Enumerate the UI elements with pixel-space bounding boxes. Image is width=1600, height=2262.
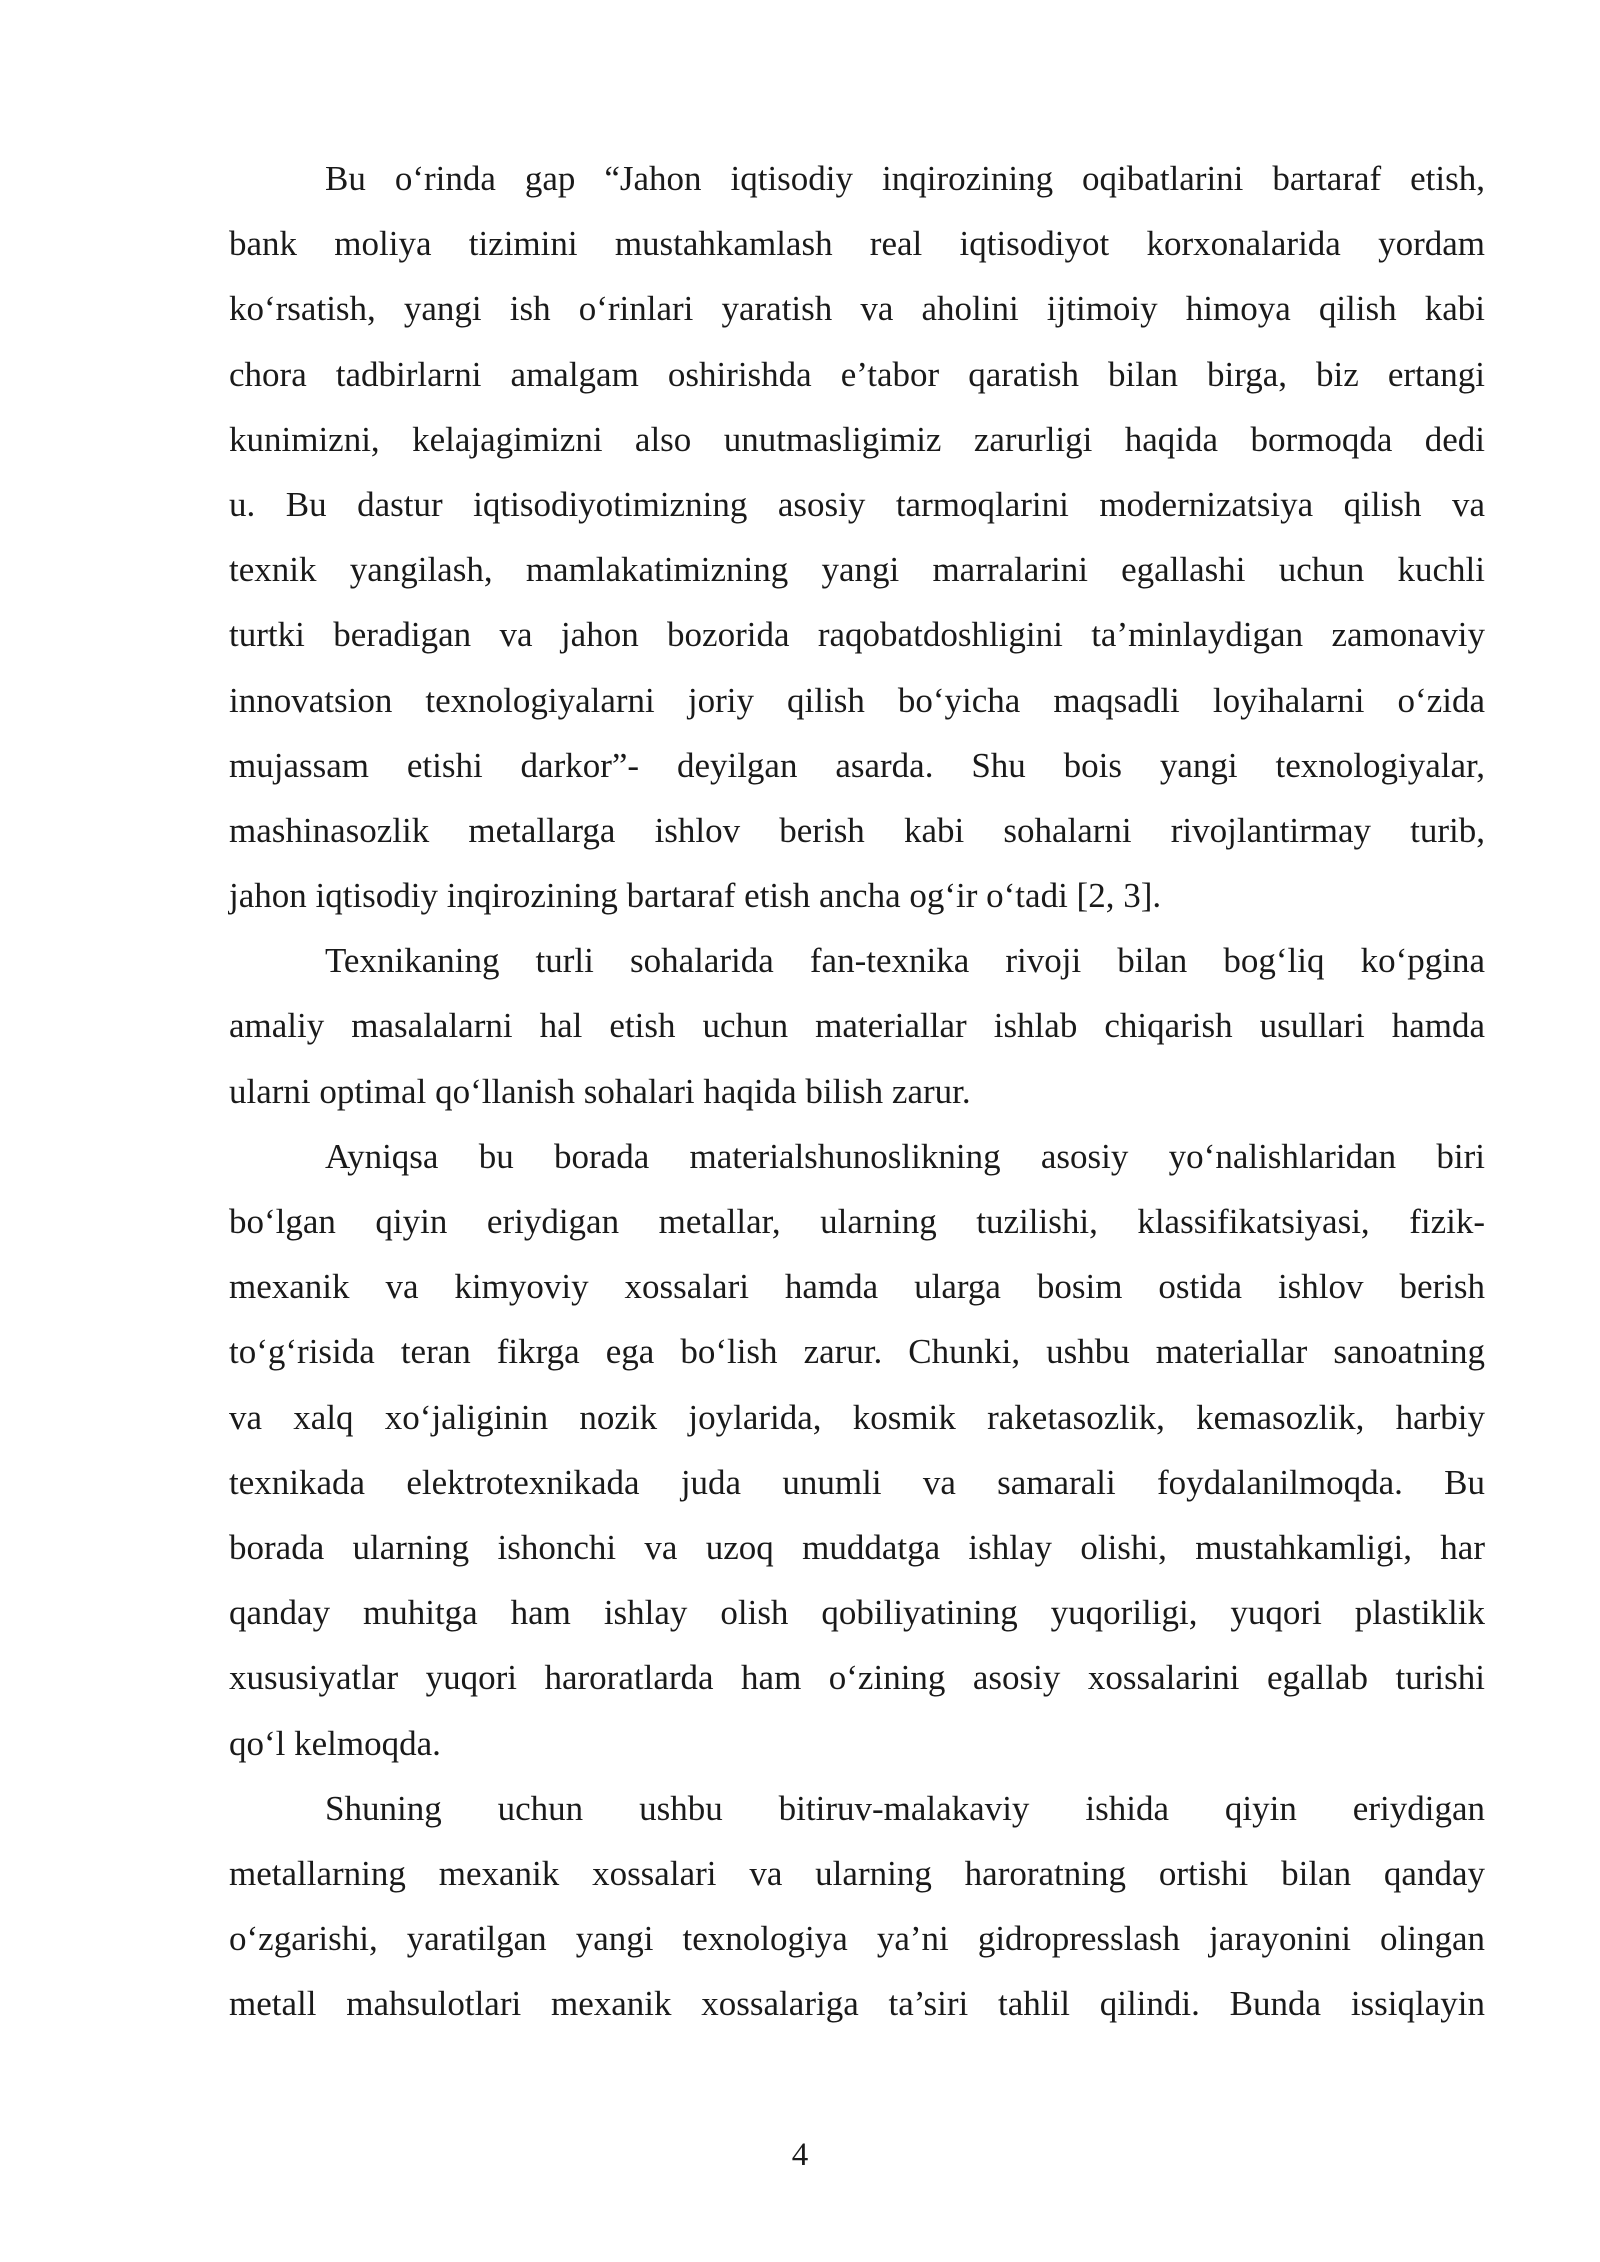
paragraph (229, 1776, 1485, 2037)
text-line: metallarning mexanik xossalari va ularning haroratning ortishi bilan qanday (229, 1853, 1485, 1893)
text-line: to‘g‘risida teran fikrga ega bo‘lish zarur. Chunki, ushbu materiallar sanoatning (229, 1332, 1485, 1372)
text-line: texnikada elektrotexnikada juda unumli va samarali foydalanilmoqda. Bu (229, 1462, 1485, 1502)
document-body (229, 146, 1485, 2036)
text-line: jahon iqtisodiy inqirozining bartaraf etish ancha og‘ir o‘tadi [2, 3]. (229, 876, 1162, 916)
paragraph (229, 146, 1485, 928)
text-line: va xalq xo‘jaliginin nozik joylarida, kosmik raketasozlik, kemasozlik, harbiy (229, 1397, 1485, 1437)
text-line: Bu o‘rinda gap “Jahon iqtisodiy inqirozining oqibatlarini bartaraf etish, (325, 159, 1485, 198)
text-line: o‘zgarishi, yaratilgan yangi texnologiya ya’ni gidropresslash jarayonini olingan (229, 1919, 1485, 1959)
paragraph (229, 928, 1485, 1124)
text-line: chora tadbirlarni amalgam oshirishda e’tabor qaratish bilan birga, biz ertangi (229, 354, 1485, 394)
text-line: turtki beradigan va jahon bozorida raqobatdoshligini ta’minlaydigan zamonaviy (229, 615, 1485, 655)
text-line: mashinasozlik metallarga ishlov berish kabi sohalarni rivojlantirmay turib, (229, 810, 1485, 850)
text-line: Texnikaning turli sohalarida fan-texnika rivoji bilan bog‘liq ko‘pgina (325, 941, 1485, 981)
text-line: xususiyatlar yuqori haroratlarda ham o‘zining asosiy xossalarini egallab turishi (229, 1658, 1485, 1698)
text-line: texnik yangilash, mamlakatimizning yangi marralarini egallashi uchun kuchli (229, 550, 1485, 590)
text-line: bank moliya tizimini mustahkamlash real iqtisodiyot korxonalarida yordam (229, 224, 1485, 264)
text-line: amaliy masalalarni hal etish uchun materiallar ishlab chiqarish usullari hamda (229, 1006, 1485, 1046)
text-line: Ayniqsa bu borada materialshunoslikning asosiy yo‘nalishlaridan biri (325, 1136, 1485, 1176)
text-line: ko‘rsatish, yangi ish o‘rinlari yaratish va aholini ijtimoiy himoya qilish kabi (229, 289, 1485, 329)
text-line: Shuning uchun ushbu bitiruv-malakaviy ishida qiyin eriydigan (325, 1788, 1485, 1828)
page-number: 4 (791, 2137, 809, 2173)
text-line: kunimizni, kelajagimizni also unutmasligimiz zarurligi haqida bormoqda dedi (229, 419, 1485, 459)
text-line: bo‘lgan qiyin eriydigan metallar, ularning tuzilishi, klassifikatsiyasi, fizik- (229, 1202, 1485, 1241)
text-line: mexanik va kimyoviy xossalari hamda ularga bosim ostida ishlov berish (229, 1267, 1485, 1307)
paragraph (229, 1124, 1485, 1776)
text-line: mujassam etishi darkor”- deyilgan asarda. Shu bois yangi texnologiyalar, (229, 745, 1485, 785)
text-line: qanday muhitga ham ishlay olish qobiliyatining yuqoriligi, yuqori plastiklik (229, 1593, 1485, 1633)
text-line: u. Bu dastur iqtisodiyotimizning asosiy tarmoqlarini modernizatsiya qilish va (229, 484, 1485, 524)
text-line: innovatsion texnologiyalarni joriy qilish bo‘yicha maqsadli loyihalarni o‘zida (229, 680, 1485, 720)
text-line: borada ularning ishonchi va uzoq muddatga ishlay olishi, mustahkamligi, har (229, 1527, 1485, 1567)
text-line: qo‘l kelmoqda. (229, 1723, 441, 1763)
text-line: ularni optimal qo‘llanish sohalari haqida bilish zarur. (229, 1071, 971, 1111)
text-line: metall mahsulotlari mexanik xossalariga ta’siri tahlil qilindi. Bunda issiqlayin (229, 1984, 1485, 2024)
